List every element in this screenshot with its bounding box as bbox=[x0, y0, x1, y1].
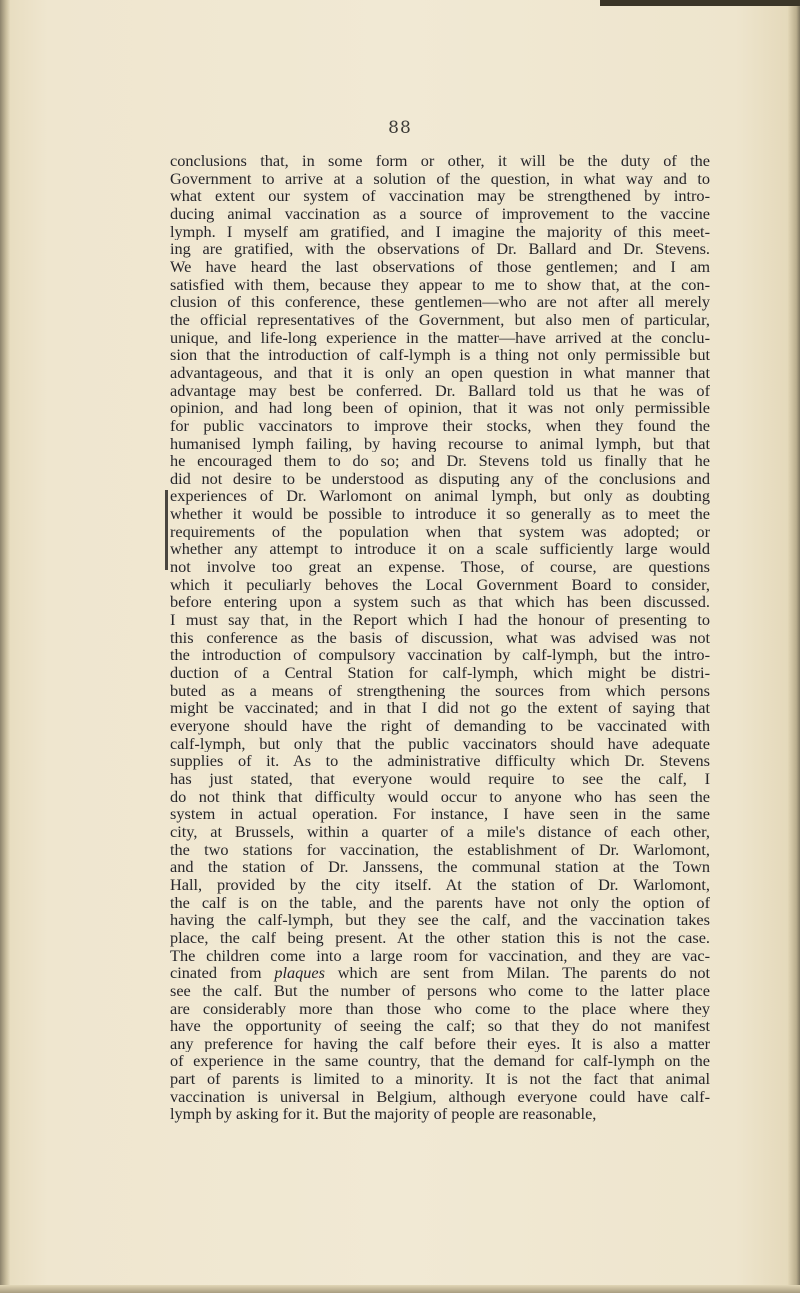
text-line: advantage may best be conferred. Dr. Ballard told us that he was of bbox=[170, 381, 710, 400]
text-line: are considerably more than those who come to the place where they bbox=[170, 999, 710, 1018]
text-line: satisfied with them, because they appear to me to show that, at the con- bbox=[170, 275, 710, 294]
page-binding-edge-left bbox=[0, 0, 10, 1293]
text-line: has just stated, that everyone would require to see the calf, I bbox=[170, 769, 710, 788]
text-line: see the calf. But the number of persons who come to the latter place bbox=[170, 981, 710, 1000]
text-line: vaccination is universal in Belgium, although everyone could have calf- bbox=[170, 1087, 710, 1106]
text-line: he encouraged them to do so; and Dr. Stevens told us finally that he bbox=[170, 452, 710, 470]
text-line: buted as a means of strengthening the sources from which persons bbox=[170, 681, 710, 700]
text-line: any preference for having the calf before their eyes. It is also a matter bbox=[170, 1034, 710, 1053]
text-line: having the calf-lymph, but they see the calf, and the vaccination takes bbox=[170, 911, 710, 929]
text-line: not involve too great an expense. Those, of course, are questions bbox=[170, 558, 710, 576]
text-line: city, at Brussels, within a quarter of a mile's distance of each other, bbox=[170, 822, 710, 841]
text-line: and the station of Dr. Janssens, the communal station at the Town bbox=[170, 858, 710, 876]
text-line: Hall, provided by the city itself. At the station of Dr. Warlomont, bbox=[170, 875, 710, 894]
text-line: system in actual operation. For instance, I have seen in the same bbox=[170, 805, 710, 823]
text-line: what extent our system of vaccination may be strengthened by intro- bbox=[170, 187, 710, 205]
text-line: Government to arrive at a solution of the question, in what way and to bbox=[170, 169, 710, 188]
text-line: for public vaccinators to improve their stocks, when they found the bbox=[170, 416, 710, 435]
text-line: unique, and life-long experience in the matter—have arrived at the conclu- bbox=[170, 328, 710, 347]
text-line: might be vaccinated; and in that I did not go the extent of saying that bbox=[170, 699, 710, 717]
text-line: ducing animal vaccination as a source of improvement to the vaccine bbox=[170, 204, 710, 223]
text-line: place, the calf being present. At the other station this is not the case. bbox=[170, 928, 710, 947]
text-line: supplies of it. As to the administrative difficulty which Dr. Stevens bbox=[170, 752, 710, 770]
top-edge-shadow bbox=[600, 0, 800, 6]
text-line: advantageous, and that it is only an open question in what manner that bbox=[170, 363, 710, 382]
text-line: experiences of Dr. Warlomont on animal lymph, but only as doubting bbox=[170, 487, 710, 506]
text-line: did not desire to be understood as disputing any of the conclusions and bbox=[170, 469, 710, 488]
text-line: whether any attempt to introduce it on a scale sufficiently large would bbox=[170, 540, 710, 559]
page-edge-right bbox=[788, 0, 800, 1293]
text-line: requirements of the population when that system was adopted; or bbox=[170, 522, 710, 541]
text-line: cinated from plaques which are sent from Milan. The parents do not bbox=[170, 964, 710, 982]
text-line: opinion, and had long been of opinion, that it was not only permissible bbox=[170, 399, 710, 417]
text-line: We have heard the last observations of those gentlemen; and I am bbox=[170, 257, 710, 276]
text-line: duction of a Central Station for calf-lymph, which might be distri- bbox=[170, 664, 710, 682]
text-line: sion that the introduction of calf-lymph is a thing not only permissible but bbox=[170, 346, 710, 364]
text-line: this conference as the basis of discussion, what was advised was not bbox=[170, 628, 710, 647]
text-line: conclusions that, in some form or other, it will be the duty of the bbox=[170, 152, 710, 170]
text-line: the two stations for vaccination, the establishment of Dr. Warlomont, bbox=[170, 840, 710, 859]
text-line: lymph. I myself am gratified, and I imagine the majority of this meet- bbox=[170, 222, 710, 241]
page-edge-bottom bbox=[0, 1285, 800, 1293]
text-line: the calf is on the table, and the parents have not only the option of bbox=[170, 893, 710, 912]
text-line: I must say that, in the Report which I had the honour of presenting to bbox=[170, 611, 710, 629]
text-line: lymph by asking for it. But the majority of people are reasonable, bbox=[170, 1105, 597, 1124]
text-line: have the opportunity of seeing the calf; so that they do not manifest bbox=[170, 1017, 710, 1035]
text-line: calf-lymph, but only that the public vaccinators should have adequate bbox=[170, 734, 710, 753]
text-line: part of parents is limited to a minority. It is not the fact that animal bbox=[170, 1070, 710, 1088]
text-line: before entering upon a system such as that which has been discussed. bbox=[170, 593, 710, 612]
text-line: the official representatives of the Government, but also men of particular, bbox=[170, 310, 710, 329]
text-line: humanised lymph failing, by having recourse to animal lymph, but that bbox=[170, 434, 710, 453]
page-number: 88 bbox=[388, 118, 412, 138]
text-line: clusion of this conference, these gentlemen—who are not after all merely bbox=[170, 293, 710, 311]
text-line: The children come into a large room for vaccination, and they are vac- bbox=[170, 946, 710, 965]
text-line: whether it would be possible to introduce it so generally as to meet the bbox=[170, 505, 710, 523]
text-line: ing are gratified, with the observations of Dr. Ballard and Dr. Stevens. bbox=[170, 240, 710, 258]
text-line: of experience in the same country, that the demand for calf-lymph on the bbox=[170, 1052, 710, 1071]
text-line: the introduction of compulsory vaccination by calf-lymph, but the intro- bbox=[170, 646, 710, 665]
text-line: everyone should have the right of demanding to be vaccinated with bbox=[170, 717, 710, 735]
margin-pencil-mark bbox=[165, 490, 168, 570]
text-line: do not think that difficulty would occur to anyone who has seen the bbox=[170, 787, 710, 806]
text-line: which it peculiarly behoves the Local Government Board to consider, bbox=[170, 575, 710, 594]
body-text bbox=[170, 152, 710, 1123]
